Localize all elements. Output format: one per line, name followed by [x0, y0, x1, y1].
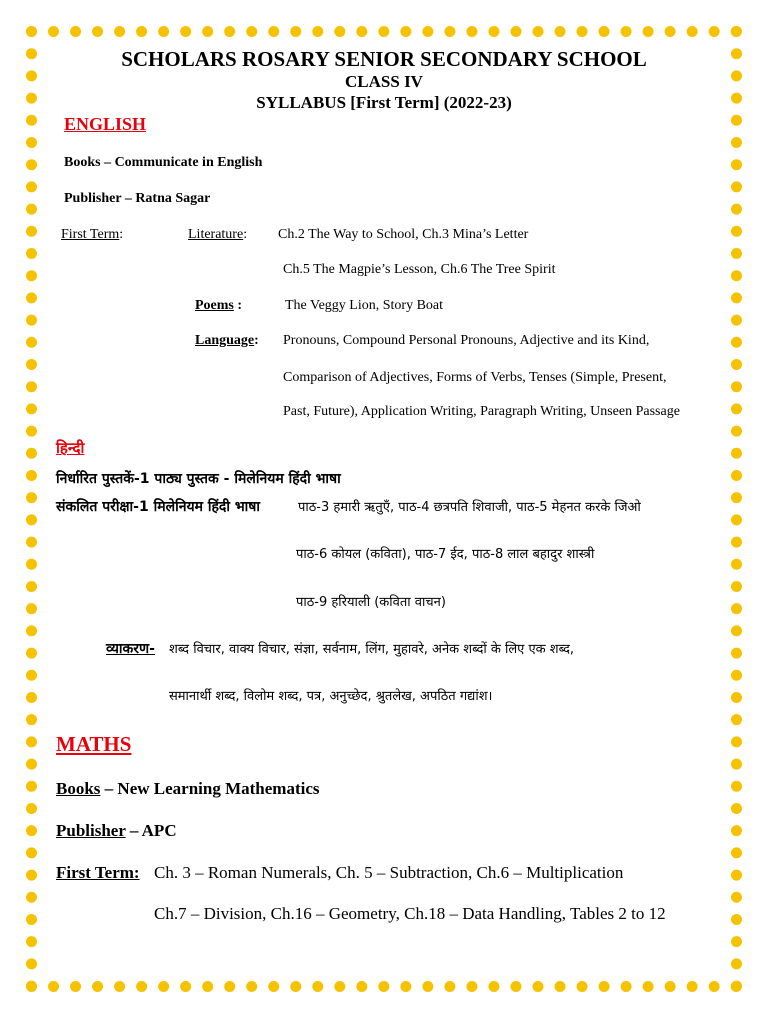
hindi-grammar-line-2: समानार्थी शब्द, विलोम शब्द, पत्र, अनुच्छेद, श्रुतलेख, अपठित गद्यांश। — [169, 689, 493, 704]
hindi-exam-label: संकलित परीक्षा-1 मिलेनियम हिंदी भाषा — [56, 499, 261, 515]
literature-label: Literature: — [188, 227, 248, 242]
school-name: SCHOLARS ROSARY SENIOR SECONDARY SCHOOL — [121, 47, 647, 71]
english-first-term-label: First Term: — [61, 227, 124, 242]
hindi-lessons-line-2: पाठ-6 कोयल (कविता), पाठ-7 ईद, पाठ-8 लाल बहादुर शास्त्री — [296, 547, 595, 562]
language-line-3: Past, Future), Application Writing, Paragraph Writing, Unseen Passage — [283, 404, 680, 419]
hindi-grammar-label: व्याकरण- — [106, 641, 155, 657]
english-heading: ENGLISH — [64, 114, 147, 134]
english-publisher: Publisher – Ratna Sagar — [64, 191, 211, 206]
maths-heading: MATHS — [56, 732, 132, 756]
hindi-grammar-line-1: शब्द विचार, वाक्य विचार, संज्ञा, सर्वनाम, लिंग, मुहावरे, अनेक शब्दों के लिए एक शब्द, — [169, 642, 574, 657]
hindi-heading: हिन्दी — [56, 439, 85, 457]
literature-line-1: Ch.2 The Way to School, Ch.3 Mina’s Letter — [278, 227, 529, 242]
maths-first-term-line-2: Ch.7 – Division, Ch.16 – Geometry, Ch.18 – Data Handling, Tables 2 to 12 — [154, 904, 666, 923]
language-label: Language: — [195, 333, 259, 348]
poems-value: The Veggy Lion, Story Boat — [285, 298, 444, 313]
hindi-books-line: निर्धारित पुस्तकें-1 पाठ्य पुस्तक - मिलेनियम हिंदी भाषा — [56, 471, 341, 487]
maths-books: Books – New Learning Mathematics — [56, 779, 320, 798]
syllabus-title: SYLLABUS [First Term] (2022-23) — [256, 93, 512, 112]
hindi-lessons-line-1: पाठ-3 हमारी ऋतुएँ, पाठ-4 छत्रपति शिवाजी, पाठ-5 मेहनत करके जिओ — [298, 500, 641, 515]
maths-publisher: Publisher – APC — [56, 821, 177, 840]
maths-first-term-label: First Term: — [56, 863, 140, 882]
english-books: Books – Communicate in English — [64, 155, 263, 170]
language-line-2: Comparison of Adjectives, Forms of Verbs, Tenses (Simple, Present, — [283, 370, 667, 385]
poems-label: Poems : — [195, 298, 243, 313]
class-title: CLASS IV — [345, 72, 423, 91]
maths-first-term-line-1: Ch. 3 – Roman Numerals, Ch. 5 – Subtraction, Ch.6 – Multiplication — [154, 863, 624, 882]
language-line-1: Pronouns, Compound Personal Pronouns, Adjective and its Kind, — [283, 333, 650, 348]
hindi-lessons-line-3: पाठ-9 हरियाली (कविता वाचन) — [296, 595, 446, 610]
literature-line-2: Ch.5 The Magpie’s Lesson, Ch.6 The Tree Spirit — [283, 262, 556, 277]
